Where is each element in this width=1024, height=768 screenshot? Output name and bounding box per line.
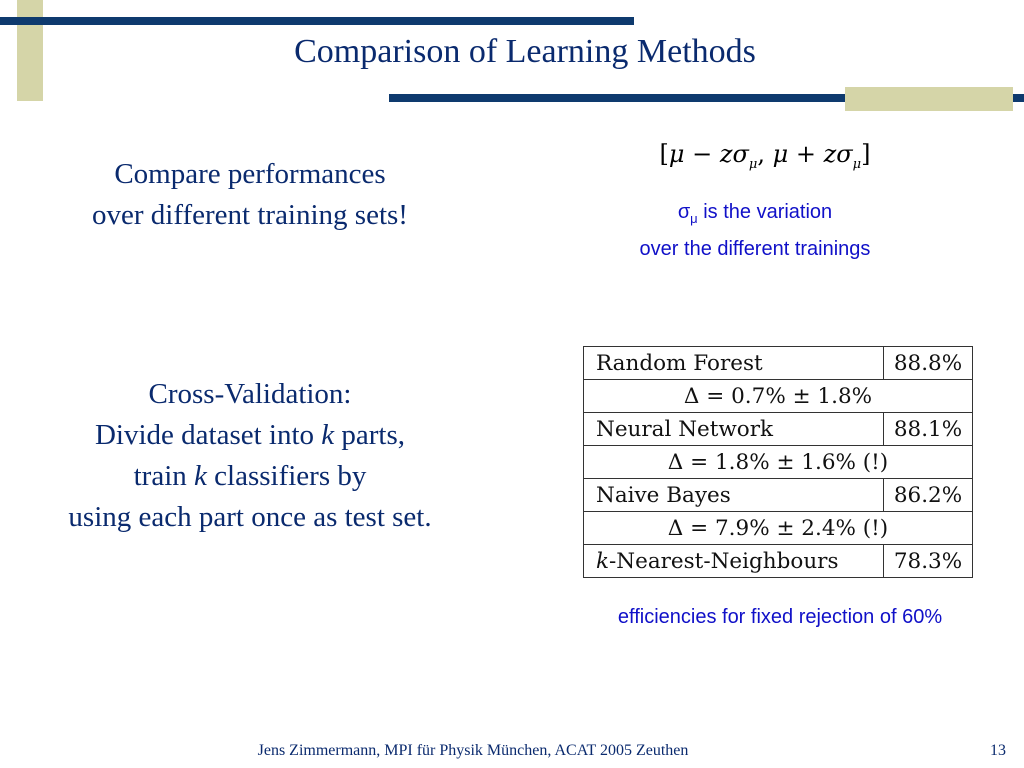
footer-text: Jens Zimmermann, MPI für Physik München, ACAT 2005 Zeuthen (257, 742, 689, 759)
formula-plus: + (788, 140, 824, 168)
results-table (583, 346, 973, 578)
table-row (584, 479, 973, 512)
efficiency-cell: 78.3% (884, 545, 973, 578)
sigma-explanation (560, 197, 950, 264)
formula-minus: − (684, 140, 720, 168)
cv-line-1: Cross-Validation: (148, 378, 352, 410)
confidence-interval-formula (645, 140, 885, 172)
compare-line-2: over different training sets! (92, 199, 408, 231)
table-row (584, 512, 973, 545)
method-cell: Neural Network (584, 413, 884, 446)
efficiency-cell: 86.2% (884, 479, 973, 512)
formula-z-2: z (823, 140, 837, 168)
cv-k-variable: k (321, 419, 335, 451)
formula-sub-mu-2: μ (852, 156, 862, 172)
sigma-note-line-1 (560, 197, 950, 234)
method-cell: Random Forest (584, 347, 884, 380)
method-cell (584, 545, 884, 578)
table-row (584, 446, 973, 479)
formula-mu-2: μ (772, 140, 789, 168)
formula-z: z (719, 140, 733, 168)
cv-line-2-pre: Divide dataset into (94, 419, 322, 451)
bracket-open: [ (659, 140, 669, 168)
delta-cell: Δ = 1.8% ± 1.6% (!) (584, 446, 973, 479)
table-caption: efficiencies for fixed rejection of 60% (617, 606, 943, 628)
cv-line-2 (20, 415, 480, 456)
cv-k-variable-2: k (194, 460, 207, 492)
cross-validation-text (20, 374, 480, 538)
table-row (584, 347, 973, 380)
compare-performances-text (40, 154, 460, 236)
slide-title: Comparison of Learning Methods (294, 33, 756, 70)
navy-rule-top (0, 17, 634, 25)
cv-line-4: using each part once as test set. (68, 501, 432, 533)
sigma-subscript: μ (690, 211, 698, 226)
cv-line-3 (20, 456, 480, 497)
olive-accent-bar-right (845, 87, 1013, 111)
method-name: -Nearest-Neighbours (609, 548, 839, 574)
delta-cell: Δ = 7.9% ± 2.4% (!) (584, 512, 973, 545)
sigma-symbol: σ (677, 201, 691, 223)
delta-cell: Δ = 0.7% ± 1.8% (584, 380, 973, 413)
formula-comma: , (757, 140, 773, 168)
k-variable: k (596, 548, 610, 574)
formula-sigma-2: σ (836, 140, 853, 168)
page-number: 13 (990, 742, 1006, 759)
formula-mu: μ (668, 140, 685, 168)
formula-sigma: σ (732, 140, 749, 168)
efficiency-cell: 88.1% (884, 413, 973, 446)
cv-line-2-post: parts, (334, 419, 406, 451)
table-row (584, 380, 973, 413)
cv-line-3-pre: train (133, 460, 195, 492)
cv-line-3-post: classifiers by (206, 460, 367, 492)
bracket-close: ] (861, 140, 871, 168)
formula-sub-mu: μ (748, 156, 758, 172)
efficiency-cell: 88.8% (884, 347, 973, 380)
sigma-note-line-2: over the different trainings (639, 238, 871, 260)
method-cell: Naive Bayes (584, 479, 884, 512)
compare-line-1: Compare performances (114, 158, 386, 190)
table-row (584, 545, 973, 578)
table-row (584, 413, 973, 446)
sigma-note-text: is the variation (697, 201, 833, 223)
